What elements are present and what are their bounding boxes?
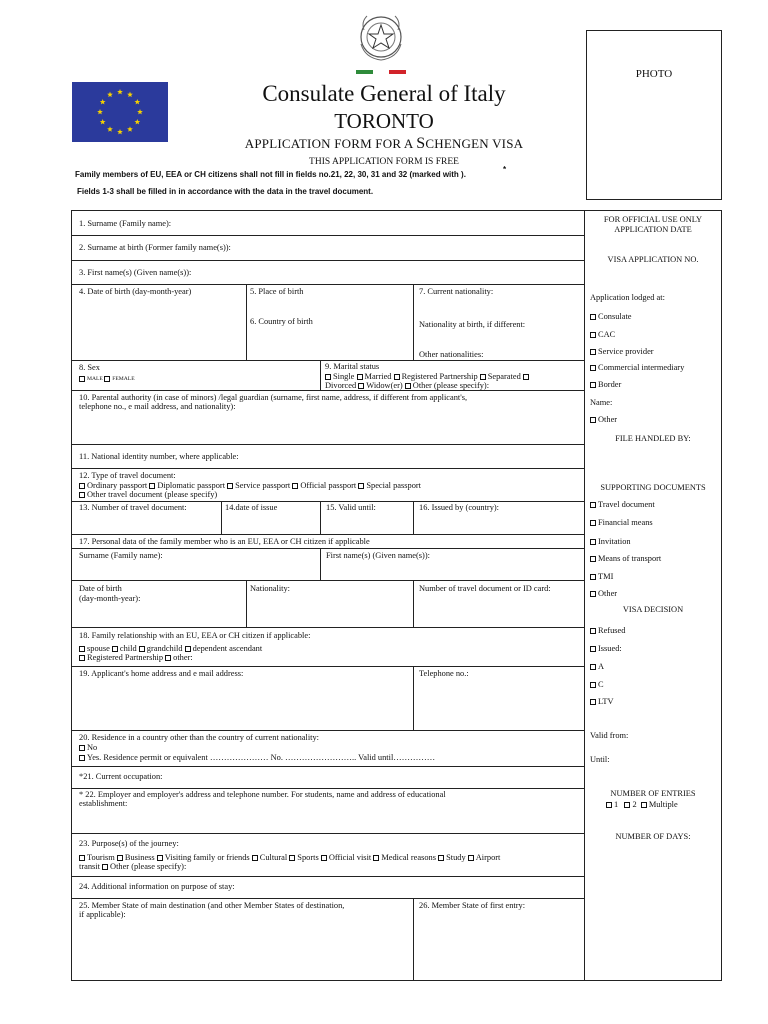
label-dependent-ascendant: dependent ascendant xyxy=(192,644,263,653)
checkbox-child[interactable] xyxy=(112,646,118,652)
photo-label: PHOTO xyxy=(635,68,673,80)
row-line xyxy=(71,580,584,581)
residence-option-no xyxy=(79,743,97,753)
field-7-current-nationality[interactable]: 7. Current nationality: xyxy=(419,287,494,296)
doc-tmi xyxy=(590,572,613,582)
lodged-border xyxy=(590,380,621,390)
label-single: Single xyxy=(333,372,355,381)
label-special-passport: Special passport xyxy=(366,481,422,490)
checkbox-male[interactable] xyxy=(79,376,85,382)
italian-emblem xyxy=(355,10,407,66)
label-doc-travel-document: Travel document xyxy=(598,500,655,509)
col-line xyxy=(246,284,247,360)
row-line xyxy=(71,260,584,261)
checkbox-tourism[interactable] xyxy=(79,855,85,861)
col-line xyxy=(413,580,414,627)
field-7-other-nationalities[interactable]: Other nationalities: xyxy=(419,350,484,359)
label-doc-other: Other xyxy=(598,589,618,598)
checkbox-invitation[interactable] xyxy=(590,539,596,545)
checkbox-other-travel-document[interactable] xyxy=(79,492,85,498)
field-1-surname[interactable]: 1. Surname (Family name): xyxy=(79,219,172,228)
checkbox-issued[interactable] xyxy=(590,646,596,652)
field-12-travel-document-type: 12. Type of travel document: xyxy=(79,471,176,480)
label-commercial-intermediary: Commercial intermediary xyxy=(598,363,685,372)
col-line xyxy=(246,580,247,627)
note1-text: Family members of EU, EEA or CH citizens shall not fill in fields no.21, 22, 30, 31 and 32 (marked with ). xyxy=(75,170,466,179)
checkbox-registered-partnership[interactable] xyxy=(394,374,400,380)
label-spouse: spouse xyxy=(87,644,110,653)
checkbox-service-provider[interactable] xyxy=(590,349,596,355)
italian-flag-ribbon xyxy=(356,70,406,74)
visa-application-no-label: VISA APPLICATION NO. xyxy=(607,255,699,264)
decision-type-a xyxy=(590,662,604,672)
label-entries-1: 1 xyxy=(614,800,619,809)
fields-note: Fields 1-3 shall be filled in in accordance with the data in the travel document. xyxy=(77,187,374,196)
col-line xyxy=(221,501,222,534)
emblem-icon xyxy=(355,10,407,66)
label-official-visit: Official visit xyxy=(328,853,372,862)
field-25-main-destination[interactable]: 25. Member State of main destination (and other Member States of destination, xyxy=(79,901,345,910)
official-divider xyxy=(584,210,585,981)
col-line xyxy=(413,666,414,730)
checkbox-entries-1[interactable] xyxy=(606,802,612,808)
col-line xyxy=(320,501,321,534)
checkbox-doc-other[interactable] xyxy=(590,591,596,597)
checkbox-separated-extra[interactable] xyxy=(523,374,529,380)
label-residence-yes: Yes. Residence permit or equivalent ………………… No. …………………….. Valid until…………… xyxy=(87,753,436,762)
label-sports: Sports xyxy=(297,853,319,862)
label-child: child xyxy=(119,644,137,653)
label-entries-2: 2 xyxy=(632,800,637,809)
checkbox-grandchild[interactable] xyxy=(139,646,145,652)
checkbox-medical-reasons[interactable] xyxy=(373,855,379,861)
visa-decision-label: VISA DECISION xyxy=(622,605,684,614)
checkbox-special-passport[interactable] xyxy=(358,483,364,489)
checkbox-cultural[interactable] xyxy=(252,855,258,861)
city-title: TORONTO xyxy=(334,109,434,133)
field-22-employer[interactable]: * 22. Employer and employer's address and telephone number. For students, name and address of educational xyxy=(79,790,446,799)
checkbox-business[interactable] xyxy=(117,855,123,861)
field-18-family-relationship: 18. Family relationship with an EU, EEA or CH citizen if applicable: xyxy=(79,631,311,640)
row-line xyxy=(71,360,584,361)
form-title-pre: APPLICATION FORM FOR A xyxy=(244,136,417,151)
relationship-options-line2 xyxy=(79,653,193,663)
field-21-occupation[interactable]: *21. Current occupation: xyxy=(79,772,163,781)
checkbox-official-passport[interactable] xyxy=(292,483,298,489)
field-17-nationality[interactable]: Nationality: xyxy=(250,584,291,593)
checkbox-commercial-intermediary[interactable] xyxy=(590,365,596,371)
field-8-sex: 8. Sex xyxy=(79,363,100,372)
col-line xyxy=(320,360,321,390)
col-line xyxy=(320,548,321,580)
row-line xyxy=(71,444,584,445)
row-line xyxy=(71,235,584,236)
label-transit: transit xyxy=(79,862,100,871)
field-2-surname-at-birth[interactable]: 2. Surname at birth (Former family name(s)): xyxy=(79,243,231,252)
travel-doc-options-line2 xyxy=(79,490,217,500)
free-note: THIS APPLICATION FORM IS FREE xyxy=(309,157,459,167)
decision-refused xyxy=(590,626,625,636)
label-cultural: Cultural xyxy=(259,853,288,862)
label-visiting-family: Visiting family or friends xyxy=(164,853,250,862)
number-of-entries-label: NUMBER OF ENTRIES xyxy=(610,789,696,798)
checkbox-official-visit[interactable] xyxy=(321,855,327,861)
checkbox-entries-2[interactable] xyxy=(624,802,630,808)
residence-option-yes xyxy=(79,753,435,763)
label-financial-means: Financial means xyxy=(598,518,653,527)
checkbox-border[interactable] xyxy=(590,382,596,388)
field-23-purpose: 23. Purpose(s) of the journey: xyxy=(79,839,179,848)
checkbox-tmi[interactable] xyxy=(590,574,596,580)
row-line xyxy=(71,730,584,731)
label-study: Study xyxy=(446,853,466,862)
doc-travel-document xyxy=(590,500,655,510)
label-service-passport: Service passport xyxy=(235,481,291,490)
field-22-employer-cont: establishment: xyxy=(79,799,128,808)
note1-star: * xyxy=(503,165,507,174)
decision-type-ltv xyxy=(590,697,614,707)
label-grandchild: grandchild xyxy=(146,644,183,653)
form-title-post: CHENGEN VISA xyxy=(425,136,524,151)
field-16-issued-by[interactable]: 16. Issued by (country): xyxy=(419,503,500,512)
field-5-place-of-birth[interactable]: 5. Place of birth xyxy=(250,287,304,296)
checkbox-means-of-transport[interactable] xyxy=(590,556,596,562)
row-line xyxy=(71,501,584,502)
checkbox-visiting-family[interactable] xyxy=(157,855,163,861)
field-13-travel-document-number[interactable]: 13. Number of travel document: xyxy=(79,503,187,512)
checkbox-purpose-other[interactable] xyxy=(102,864,108,870)
field-14-date-of-issue[interactable]: 14.date of issue xyxy=(225,503,278,512)
label-border: Border xyxy=(598,380,622,389)
field-6-country-of-birth[interactable]: 6. Country of birth xyxy=(250,317,313,326)
label-tmi: TMI xyxy=(598,572,614,581)
checkbox-ordinary-passport[interactable] xyxy=(79,483,85,489)
field-9-marital-status: 9. Marital status xyxy=(325,362,380,371)
field-17-date-of-birth[interactable]: Date of birth xyxy=(79,584,122,593)
form-title-s: S xyxy=(416,135,426,152)
sex-options xyxy=(79,374,135,384)
row-line xyxy=(71,833,584,834)
entries-options xyxy=(606,800,678,810)
checkbox-consulate[interactable] xyxy=(590,314,596,320)
checkbox-type-ltv[interactable] xyxy=(590,699,596,705)
checkbox-residence-no[interactable] xyxy=(79,745,85,751)
lodged-service-provider xyxy=(590,347,654,357)
field-20-residence: 20. Residence in a country other than the country of current nationality: xyxy=(79,733,320,742)
checkbox-widow[interactable] xyxy=(358,383,364,389)
marital-options-line2 xyxy=(325,381,489,391)
row-line xyxy=(71,468,584,469)
row-line xyxy=(71,534,584,535)
label-registered-partnership: Registered Partnership xyxy=(401,372,478,381)
checkbox-diplomatic-passport[interactable] xyxy=(149,483,155,489)
checkbox-registered-partnership-rel[interactable] xyxy=(79,655,85,661)
label-means-of-transport: Means of transport xyxy=(598,554,662,563)
valid-until-label: Until: xyxy=(590,755,610,764)
label-other-travel-document: Other travel document (please specify) xyxy=(87,490,218,499)
checkbox-lodged-other[interactable] xyxy=(590,417,596,423)
label-invitation: Invitation xyxy=(598,537,631,546)
field-26-first-entry[interactable]: 26. Member State of first entry: xyxy=(419,901,526,910)
name-label: Name: xyxy=(590,398,613,407)
family-members-note xyxy=(75,165,507,180)
checkbox-study[interactable] xyxy=(438,855,444,861)
label-type-c: C xyxy=(598,680,604,689)
field-25-main-destination-cont: if applicable): xyxy=(79,910,126,919)
lodged-commercial-intermediary xyxy=(590,363,684,373)
label-tourism: Tourism xyxy=(87,853,115,862)
checkbox-dependent-ascendant[interactable] xyxy=(185,646,191,652)
field-11-national-id[interactable]: 11. National identity number, where applicable: xyxy=(79,452,239,461)
checkbox-type-a[interactable] xyxy=(590,664,596,670)
field-24-additional-info[interactable]: 24. Additional information on purpose of stay: xyxy=(79,882,235,891)
label-cac: CAC xyxy=(598,330,616,339)
checkbox-single[interactable] xyxy=(325,374,331,380)
checkbox-airport-transit[interactable] xyxy=(468,855,474,861)
label-male: MALE xyxy=(87,376,103,382)
label-purpose-other: Other (please specify): xyxy=(110,862,187,871)
field-3-first-names[interactable]: 3. First name(s) (Given name(s)): xyxy=(79,268,192,277)
label-entries-multiple: Multiple xyxy=(648,800,678,809)
field-17-surname[interactable]: Surname (Family name): xyxy=(79,551,163,560)
label-ordinary-passport: Ordinary passport xyxy=(87,481,148,490)
col-line xyxy=(413,501,414,534)
row-line xyxy=(71,548,584,549)
field-10-parental-authority[interactable]: 10. Parental authority (in case of minors) /legal guardian (surname, first name, address, if different from applicant's, xyxy=(79,393,468,402)
checkbox-spouse[interactable] xyxy=(79,646,85,652)
field-10-parental-authority-cont: telephone no., e mail address, and nationality): xyxy=(79,402,236,411)
lodged-consulate xyxy=(590,312,632,322)
lodged-other xyxy=(590,415,617,425)
checkbox-service-passport[interactable] xyxy=(227,483,233,489)
label-official-passport: Official passport xyxy=(300,481,357,490)
row-line xyxy=(71,788,584,789)
label-married: Married xyxy=(364,372,392,381)
col-line xyxy=(413,898,414,981)
label-type-ltv: LTV xyxy=(598,697,614,706)
consulate-title: Consulate General of Italy xyxy=(262,81,506,106)
label-refused: Refused xyxy=(598,626,626,635)
field-19-home-address[interactable]: 19. Applicant's home address and e mail address: xyxy=(79,669,244,678)
row-line xyxy=(71,876,584,877)
field-19-telephone[interactable]: Telephone no.: xyxy=(419,669,469,678)
checkbox-entries-multiple[interactable] xyxy=(641,802,647,808)
label-medical-reasons: Medical reasons xyxy=(381,853,436,862)
row-line xyxy=(71,766,584,767)
label-business: Business xyxy=(124,853,155,862)
label-issued: Issued: xyxy=(598,644,622,653)
checkbox-type-c[interactable] xyxy=(590,682,596,688)
number-of-days-label: NUMBER OF DAYS: xyxy=(615,832,691,841)
checkbox-doc-travel-document[interactable] xyxy=(590,502,596,508)
application-date-label: APPLICATION DATE xyxy=(614,225,692,234)
label-divorced: Divorced xyxy=(325,381,357,390)
checkbox-cac[interactable] xyxy=(590,332,596,338)
checkbox-refused[interactable] xyxy=(590,628,596,634)
label-marital-other: Other (please specify): xyxy=(412,381,490,390)
label-diplomatic-passport: Diplomatic passport xyxy=(157,481,226,490)
doc-invitation xyxy=(590,537,631,547)
checkbox-residence-yes[interactable] xyxy=(79,755,85,761)
checkbox-relationship-other[interactable] xyxy=(165,655,171,661)
row-line xyxy=(71,898,584,899)
label-separated: Separated xyxy=(487,372,521,381)
decision-type-c xyxy=(590,680,604,690)
photo-box xyxy=(586,30,722,200)
official-use-heading: FOR OFFICIAL USE ONLY xyxy=(603,215,703,224)
checkbox-separated[interactable] xyxy=(480,374,486,380)
row-line xyxy=(71,284,584,285)
file-handled-label: FILE HANDLED BY: xyxy=(615,434,691,443)
doc-other xyxy=(590,589,617,599)
checkbox-financial-means[interactable] xyxy=(590,520,596,526)
field-4-date-of-birth[interactable]: 4. Date of birth (day-month-year) xyxy=(79,287,192,296)
label-relationship-other: other: xyxy=(173,653,193,662)
checkbox-married[interactable] xyxy=(357,374,363,380)
valid-from-label: Valid from: xyxy=(590,731,629,740)
field-17-family-member-data: 17. Personal data of the family member who is an EU, EEA or CH citizen if applicable xyxy=(79,537,370,546)
purpose-options-line2 xyxy=(79,862,186,872)
checkbox-sports[interactable] xyxy=(289,855,295,861)
label-widow: Widow(er) xyxy=(366,381,403,390)
decision-issued xyxy=(590,644,622,654)
field-7-nationality-at-birth[interactable]: Nationality at birth, if different: xyxy=(419,320,526,329)
label-airport: Airport xyxy=(475,853,501,862)
doc-financial-means xyxy=(590,518,653,528)
row-line xyxy=(71,666,584,667)
row-line xyxy=(71,627,584,628)
field-17-document-number[interactable]: Number of travel document or ID card: xyxy=(419,584,551,593)
col-line xyxy=(413,284,414,360)
field-17-first-names[interactable]: First name(s) (Given name(s)): xyxy=(326,551,430,560)
application-lodged-label: Application lodged at: xyxy=(590,293,665,302)
checkbox-marital-other[interactable] xyxy=(405,383,411,389)
field-15-valid-until[interactable]: 15. Valid until: xyxy=(326,503,376,512)
label-service-provider: Service provider xyxy=(598,347,654,356)
supporting-documents-label: SUPPORTING DOCUMENTS xyxy=(600,483,706,492)
checkbox-female[interactable] xyxy=(104,376,110,382)
lodged-cac xyxy=(590,330,615,340)
label-residence-no: No xyxy=(87,743,98,752)
label-registered-partnership-rel: Registered Partnership xyxy=(87,653,164,662)
label-type-a: A xyxy=(598,662,605,671)
field-17-date-of-birth-format: (day-month-year): xyxy=(79,594,141,603)
label-female: FEMALE xyxy=(112,376,135,382)
doc-means-of-transport xyxy=(590,554,661,564)
label-lodged-other: Other xyxy=(598,415,618,424)
label-consulate: Consulate xyxy=(598,312,632,321)
